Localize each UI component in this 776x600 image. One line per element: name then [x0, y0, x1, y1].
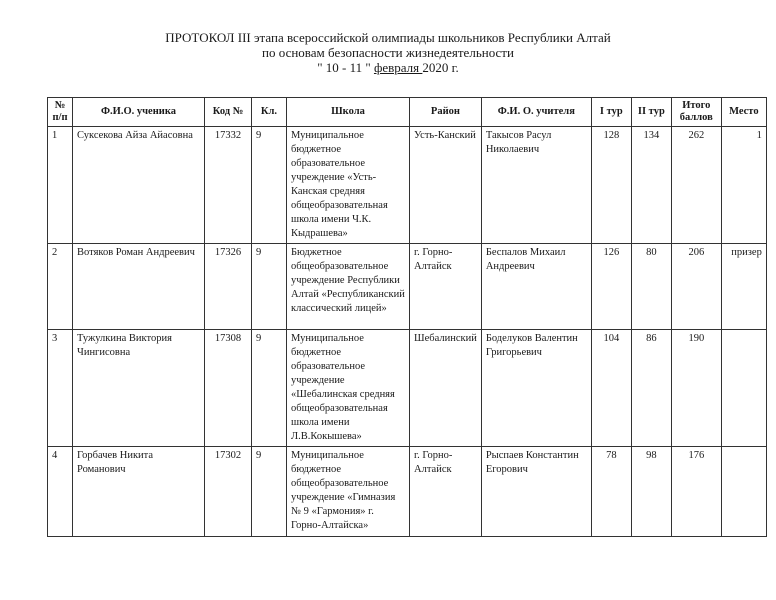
- cell-school: Муниципальное бюджетное общеобразовательное учреждение «Гимназия № 9 «Гармония» г. Горно-Алтайска»: [287, 447, 410, 537]
- cell-teacher: Рыспаев Константин Егорович: [481, 447, 591, 537]
- cell-place: [721, 330, 766, 447]
- cell-total: 262: [671, 127, 721, 244]
- col-code: Код №: [205, 98, 252, 127]
- col-place: Место: [721, 98, 766, 127]
- cell-grade: 9: [252, 447, 287, 537]
- cell-district: Усть-Канский: [410, 127, 482, 244]
- col-teacher: Ф.И. О. учителя: [481, 98, 591, 127]
- header-row: [48, 98, 767, 127]
- cell-code: 17302: [205, 447, 252, 537]
- header-title: ПРОТОКОЛ III этапа всероссийской олимпиады школьников Республики Алтай: [165, 30, 611, 45]
- cell-round1: 78: [591, 447, 631, 537]
- cell-place: призер: [721, 244, 766, 330]
- table-row: [48, 447, 767, 537]
- date-days: " 10 - 11 ": [317, 60, 374, 75]
- document-header: [0, 30, 776, 75]
- col-grade: Кл.: [252, 98, 287, 127]
- cell-code: 17332: [205, 127, 252, 244]
- cell-code: 17326: [205, 244, 252, 330]
- cell-total: 206: [671, 244, 721, 330]
- table-row: [48, 127, 767, 244]
- cell-num: 4: [48, 447, 73, 537]
- cell-round1: 126: [591, 244, 631, 330]
- cell-name: Вотяков Роман Андреевич: [73, 244, 205, 330]
- cell-round2: 98: [631, 447, 671, 537]
- col-district: Район: [410, 98, 482, 127]
- cell-round1: 104: [591, 330, 631, 447]
- cell-teacher: Боделуков Валентин Григорьевич: [481, 330, 591, 447]
- cell-grade: 9: [252, 330, 287, 447]
- cell-round2: 86: [631, 330, 671, 447]
- cell-place: 1: [721, 127, 766, 244]
- cell-num: 3: [48, 330, 73, 447]
- table-row: [48, 330, 767, 447]
- cell-round1: 128: [591, 127, 631, 244]
- cell-school: Муниципальное бюджетное образовательное учреждение «Шебалинская средняя общеобразовательная школа имени Л.В.Кокышева»: [287, 330, 410, 447]
- table-row: [48, 244, 767, 330]
- cell-code: 17308: [205, 330, 252, 447]
- date-year: 2020 г.: [422, 60, 459, 75]
- cell-district: г. Горно-Алтайск: [410, 244, 482, 330]
- cell-school: Муниципальное бюджетное образовательное учреждение «Усть-Канская средняя общеобразовательная школа имени Ч.К. Кыдрашева»: [287, 127, 410, 244]
- header-date: [0, 60, 776, 75]
- cell-num: 2: [48, 244, 73, 330]
- col-num: № п/п: [48, 98, 73, 127]
- cell-teacher: Такысов Расул Николаевич: [481, 127, 591, 244]
- cell-district: г. Горно-Алтайск: [410, 447, 482, 537]
- cell-round2: 134: [631, 127, 671, 244]
- col-name: Ф.И.О. ученика: [73, 98, 205, 127]
- cell-name: Тужулкина Виктория Чингисовна: [73, 330, 205, 447]
- col-total: Итого баллов: [671, 98, 721, 127]
- cell-grade: 9: [252, 244, 287, 330]
- cell-round2: 80: [631, 244, 671, 330]
- cell-total: 190: [671, 330, 721, 447]
- cell-place: [721, 447, 766, 537]
- cell-name: Горбачев Никита Романович: [73, 447, 205, 537]
- date-month: февраля: [373, 60, 423, 75]
- cell-name: Суксекова Айза Айасовна: [73, 127, 205, 244]
- col-school: Школа: [287, 98, 410, 127]
- cell-total: 176: [671, 447, 721, 537]
- cell-school: Бюджетное общеобразовательное учреждение Республики Алтай «Республиканский классический лицей»: [287, 244, 410, 330]
- cell-teacher: Беспалов Михаил Андреевич: [481, 244, 591, 330]
- cell-num: 1: [48, 127, 73, 244]
- results-table: [47, 97, 767, 537]
- cell-district: Шебалинский: [410, 330, 482, 447]
- col-round1: I тур: [591, 98, 631, 127]
- cell-grade: 9: [252, 127, 287, 244]
- header-subject: по основам безопасности жизнедеятельности: [262, 45, 514, 60]
- col-round2: II тур: [631, 98, 671, 127]
